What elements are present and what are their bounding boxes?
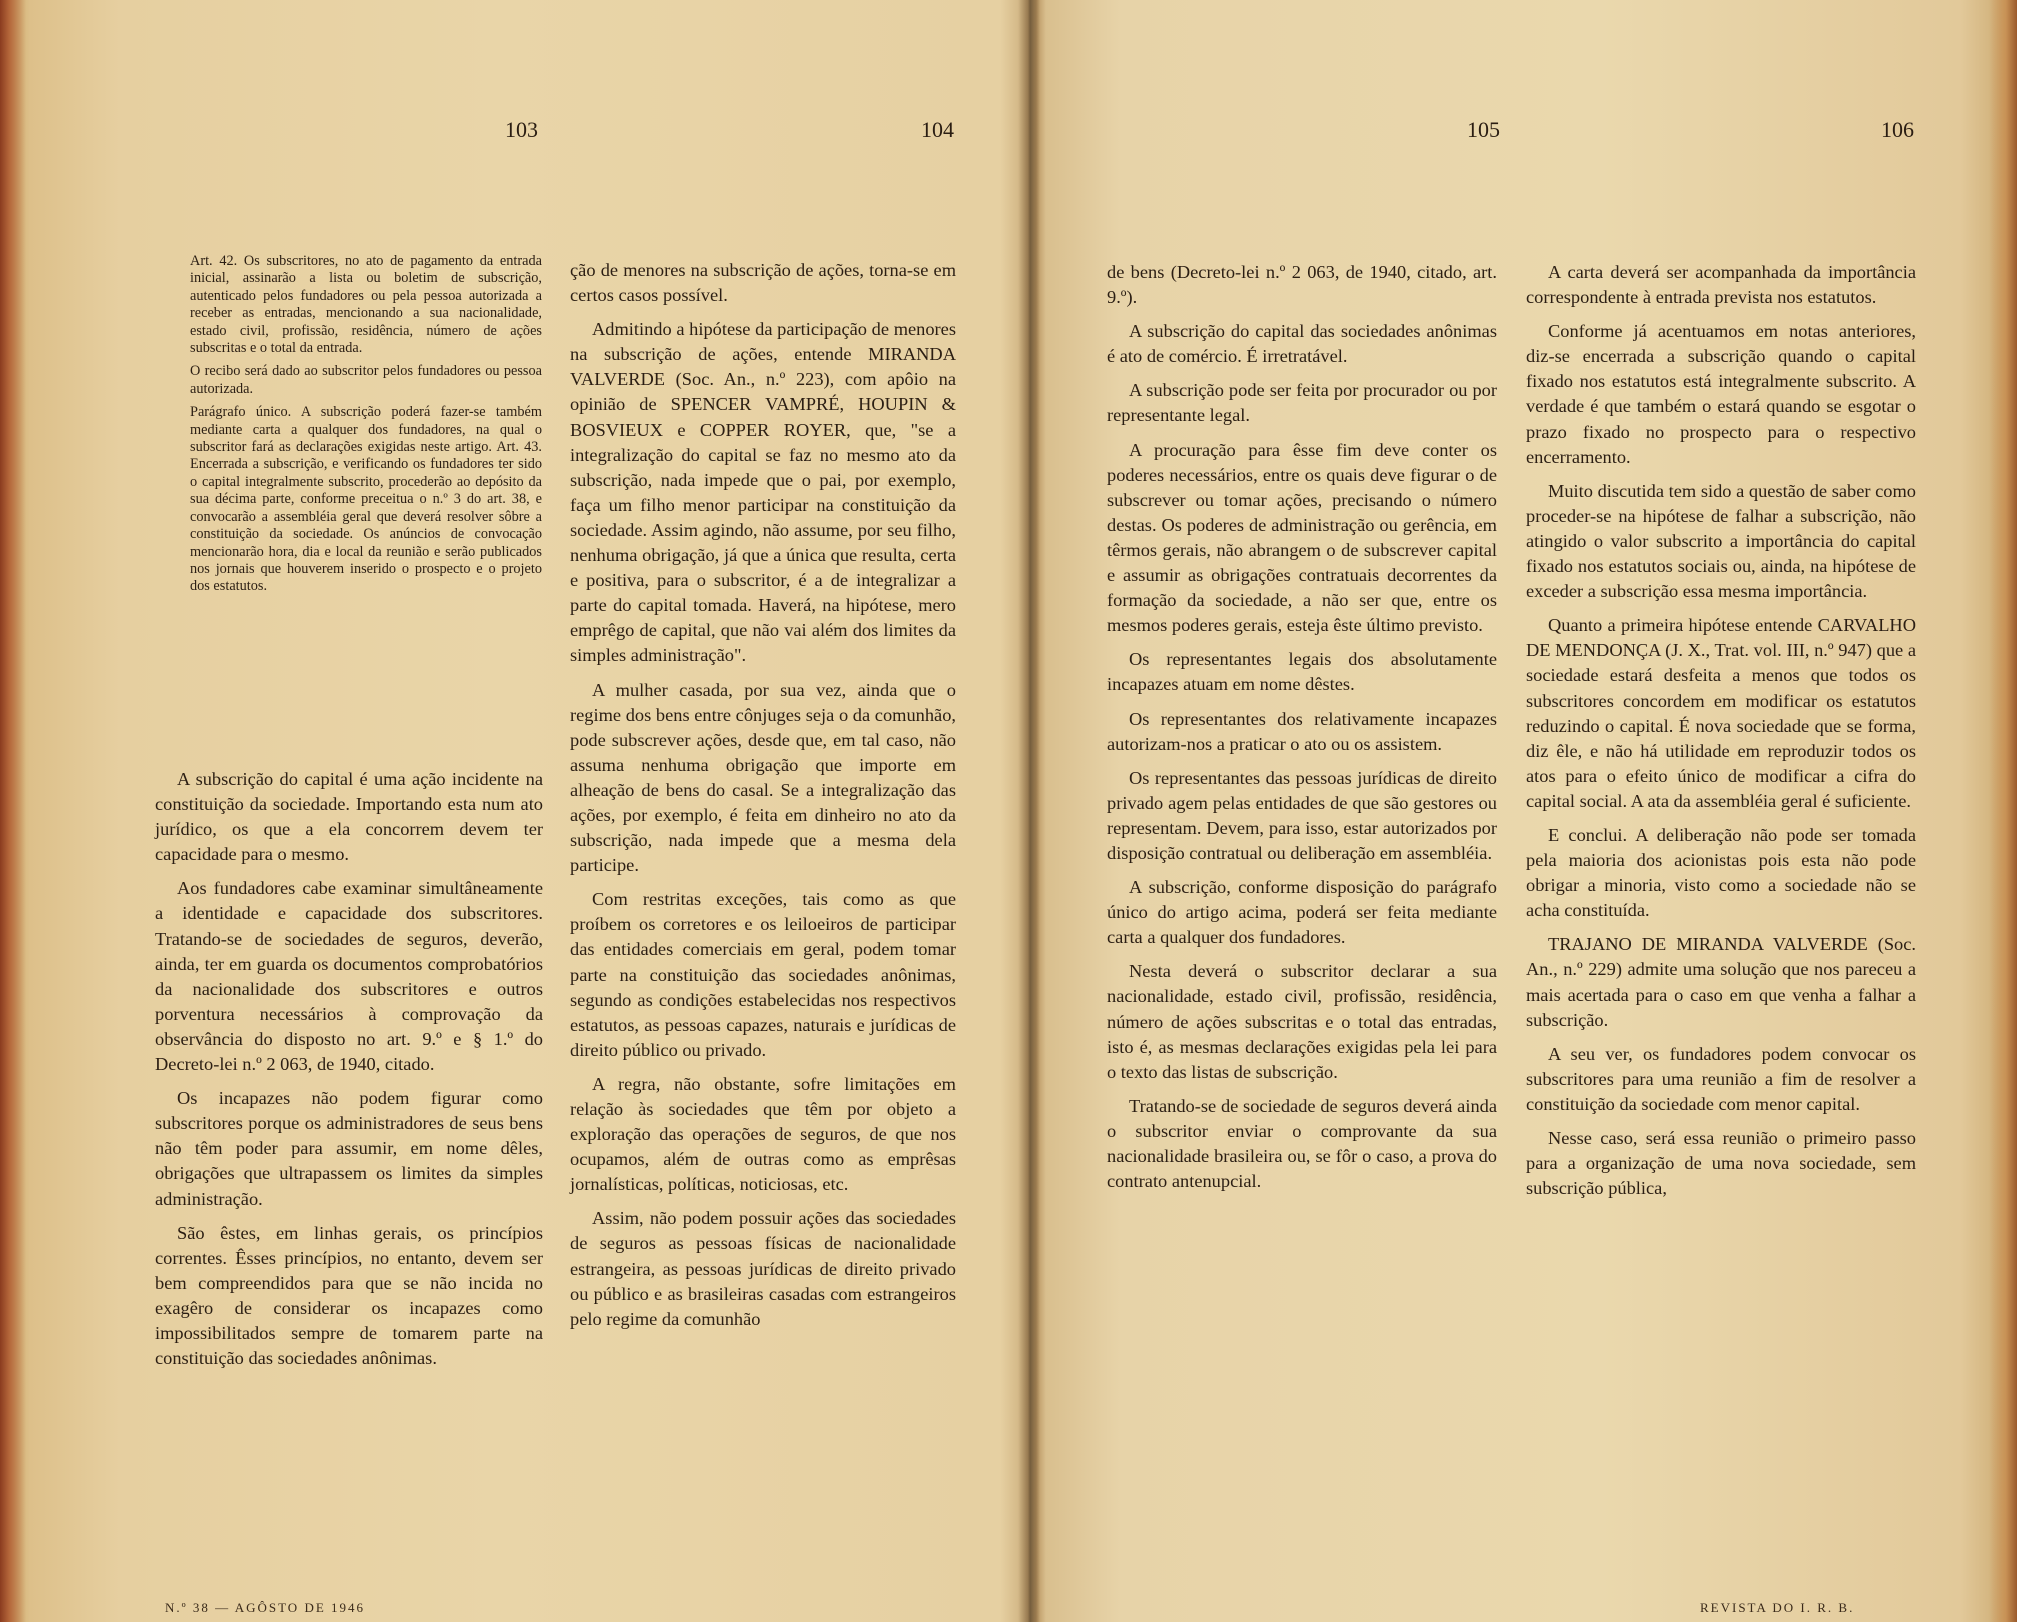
paragraph: Os incapazes não podem figurar como subscritores porque os administradores de seus bens não têm poder para assumir, em nome dêles, obrigações que ultrapassem os limites da simples administração.	[155, 1088, 543, 1209]
paragraph-continued: ção de menores na subscrição de ações, torna-se em certos casos possível.	[570, 260, 956, 306]
page-number-104: 104	[921, 117, 954, 142]
paragraph: A regra, não obstante, sofre limitações em relação às sociedades que têm por objeto a exploração das operações de seguros, de que nos ocupamos, além de outras como as emprêsas jornalísticas, políticas, noticiosas, etc.	[570, 1073, 956, 1195]
book-spine	[1018, 0, 1040, 1622]
paragraph: Assim, não podem possuir ações das sociedades de seguros as pessoas físicas de nacionalidade estrangeira, as pessoas jurídicas de direito privado ou público e as brasileiras casadas com estrangeiros pelo regime da comunhão	[570, 1208, 956, 1329]
paragraph: Muito discutida tem sido a questão de saber como proceder-se na hipótese de falhar a subscrição, não atingido o valor subscrito a importância do capital fixado nos estatutos sociais ou, ainda, na hipótese de exceder a subscrição essa mesma importância.	[1526, 480, 1916, 602]
page-footer-left: N.º 38 — AGÔSTO DE 1946	[165, 1600, 366, 1615]
paragraph: A subscrição do capital é uma ação incidente na constituição da sociedade. Importando esta num ato jurídico, os que a ela concorrem devem ter capacidade para o mesmo.	[155, 769, 543, 865]
page-105-column	[1107, 260, 1497, 1203]
page-103-column	[155, 767, 543, 1380]
paragraph: A carta deverá ser acompanhada da importância correspondente à entrada prevista nos estatutos.	[1526, 262, 1916, 308]
law-article-block	[190, 253, 542, 602]
page-number-103: 103	[505, 117, 538, 142]
law-paragraph: Parágrafo único. A subscrição poderá fazer-se também mediante carta a qualquer dos fundadores, na qual o subscritor fará as declarações exigidas neste artigo. Art. 43. Encerrada a subscrição, e verificando os fundadores ter sido o capital integralmente subscrito, procederão ao depósito da sua décima parte, conforme preceitua o n.º 3 do art. 38, e convocarão a assembléia geral que deverá resolver sôbre a constituição da sociedade. Os anúncios de convocação mencionarão hora, dia e local da reunião e serão publicados nos jornais que houverem inserido o prospecto e o projeto dos estatutos.	[190, 404, 542, 595]
paragraph: Admitindo a hipótese da participação de menores na subscrição de ações, entende MIRANDA VALVERDE (Soc. An., n.º 223), com apôio na opinião de SPENCER VAMPRÉ, HOUPIN & BOSVIEUX e COPPER ROYER, que, "se a integralização do capital se faz no mesmo ato da subscrição, nada impede que o pai, por exemplo, faça um filho menor participar na constituição da sociedade. Assim agindo, não assume, por seu filho, nenhuma obrigação, já que a única que resulta, certa e positiva, para o subscritor, é a de integralizar a parte do capital tomada. Haverá, na hipótese, mero emprêgo de capital, que não vai além dos limites da simples administração".	[570, 319, 956, 666]
paragraph: São êstes, em linhas gerais, os princípios correntes. Êsses princípios, no entanto, devem ser bem compreendidos para que se não incida no exagêro de considerar os incapazes como impossibilitados sempre de tomarem parte na constituição das sociedades anônimas.	[155, 1222, 543, 1369]
page-number-105: 105	[1467, 117, 1500, 142]
paragraph: Tratando-se de sociedade de seguros deverá ainda o subscritor enviar o comprovante da sua nacionalidade brasileira ou, se fôr o caso, a prova do contrato antenupcial.	[1107, 1095, 1497, 1192]
page-104-column	[570, 258, 956, 1341]
paragraph: A procuração para êsse fim deve conter os poderes necessários, entre os quais deve figurar o de subscrever ou tomar ações, precisando o número destas. Os poderes de administração ou gerência, em têrmos gerais, não abrangem o de subscrever capital e assumir as obrigações contratuais decorrentes da formação da sociedade, a não ser que, entre os mesmos poderes gerais, esteja êste último previsto.	[1107, 439, 1497, 636]
paragraph: Os representantes das pessoas jurídicas de direito privado agem pelas entidades de que são gestores ou representam. Devem, para isso, estar autorizados por disposição contratual ou deliberação em assembléia.	[1107, 767, 1497, 863]
paragraph: A subscrição do capital das sociedades anônimas é ato de comércio. É irretratável.	[1107, 321, 1497, 367]
paragraph: Nesta deverá o subscritor declarar a sua nacionalidade, estado civil, profissão, residência, número de ações subscritas e o total das entradas, isto é, as mesmas declarações exigidas pela lei para o texto das listas de subscrição.	[1107, 961, 1497, 1082]
paragraph: Quanto a primeira hipótese entende CARVALHO DE MENDONÇA (J. X., Trat. vol. III, n.º 947) que a sociedade estará desfeita a menos que todos os subscritores concordem em modificar os estatutos reduzindo o capital. É nova sociedade que se forma, diz êle, e não há utilidade em reproduzir todos os atos para o efeito único de modificar a cifra do capital social. A ata da assembléia geral é suficiente.	[1526, 615, 1916, 811]
page-edge-left	[0, 0, 26, 1622]
paragraph: Conforme já acentuamos em notas anteriores, diz-se encerrada a subscrição quando o capital fixado nos estatutos está integralmente subscrito. A verdade é que também o estará quando se esgotar o prazo fixado no prospecto para o respectivo encerramento.	[1526, 321, 1916, 467]
paragraph: Os representantes legais dos absolutamente incapazes atuam em nome dêstes.	[1107, 649, 1497, 695]
paragraph-continued: de bens (Decreto-lei n.º 2 063, de 1940, citado, art. 9.º).	[1107, 262, 1497, 308]
paragraph: Com restritas exceções, tais como as que proíbem os corretores e os leiloeiros de participar das entidades comerciais em geral, podem tomar parte na constituição das sociedades anônimas, segundo as condições estabelecidas nos respectivos estatutos, as pessoas capazes, naturais e jurídicas de direito público ou privado.	[570, 889, 956, 1060]
paragraph: E conclui. A deliberação não pode ser tomada pela maioria dos acionistas pois esta não pode obrigar a minoria, visto como a sociedade não se acha constituída.	[1526, 824, 1916, 921]
paragraph: A seu ver, os fundadores podem convocar os subscritores para uma reunião a fim de resolver a constituição da sociedade com menor capital.	[1526, 1043, 1916, 1114]
paragraph: A subscrição pode ser feita por procurador ou por representante legal.	[1107, 380, 1497, 426]
page-number-106: 106	[1881, 117, 1914, 142]
page-edge-right	[1989, 0, 2017, 1622]
page-106-column	[1526, 260, 1916, 1210]
paragraph: Nesse caso, será essa reunião o primeiro passo para a organização de uma nova sociedade, sem subscrição pública,	[1526, 1128, 1916, 1199]
law-paragraph: O recibo será dado ao subscritor pelos fundadores ou pessoa autorizada.	[190, 363, 542, 397]
paragraph: A mulher casada, por sua vez, ainda que o regime dos bens entre cônjuges seja o da comunhão, pode subscrever ações, desde que, em tal caso, não assuma nenhuma obrigação que importe em alheação de bens do casal. Se a integralização das ações, por exemplo, é feita em dinheiro no ato da subscrição, nada impede que a mesma dela participe.	[570, 679, 956, 876]
paragraph: TRAJANO DE MIRANDA VALVERDE (Soc. An., n.º 229) admite uma solução que nos pareceu a mais acertada para o caso em que venha a falhar a subscrição.	[1526, 934, 1916, 1030]
paragraph: A subscrição, conforme disposição do parágrafo único do artigo acima, poderá ser feita mediante carta a qualquer dos fundadores.	[1107, 877, 1497, 948]
law-paragraph: Art. 42. Os subscritores, no ato de pagamento da entrada inicial, assinarão a lista ou boletim de subscrição, autenticado pelos fundadores ou pela pessoa autorizada a receber as entradas, mencionando a sua nacionalidade, estado civil, profissão, residência, número de ações subscritas e o total da entrada.	[190, 253, 542, 357]
paragraph: Aos fundadores cabe examinar simultâneamente a identidade e capacidade dos subscritores. Tratando-se de sociedades de seguros, deverão, ainda, ter em guarda os documentos comprobatórios da nacionalidade dos subscritores e outros porventura necessários à comprovação da observância do disposto no art. 9.º e § 1.º do Decreto-lei n.º 2 063, de 1940, citado.	[155, 878, 543, 1075]
paragraph: Os representantes dos relativamente incapazes autorizam-nos a praticar o ato ou os assistem.	[1107, 708, 1497, 754]
page-footer-right: REVISTA DO I. R. B.	[1700, 1600, 1855, 1615]
